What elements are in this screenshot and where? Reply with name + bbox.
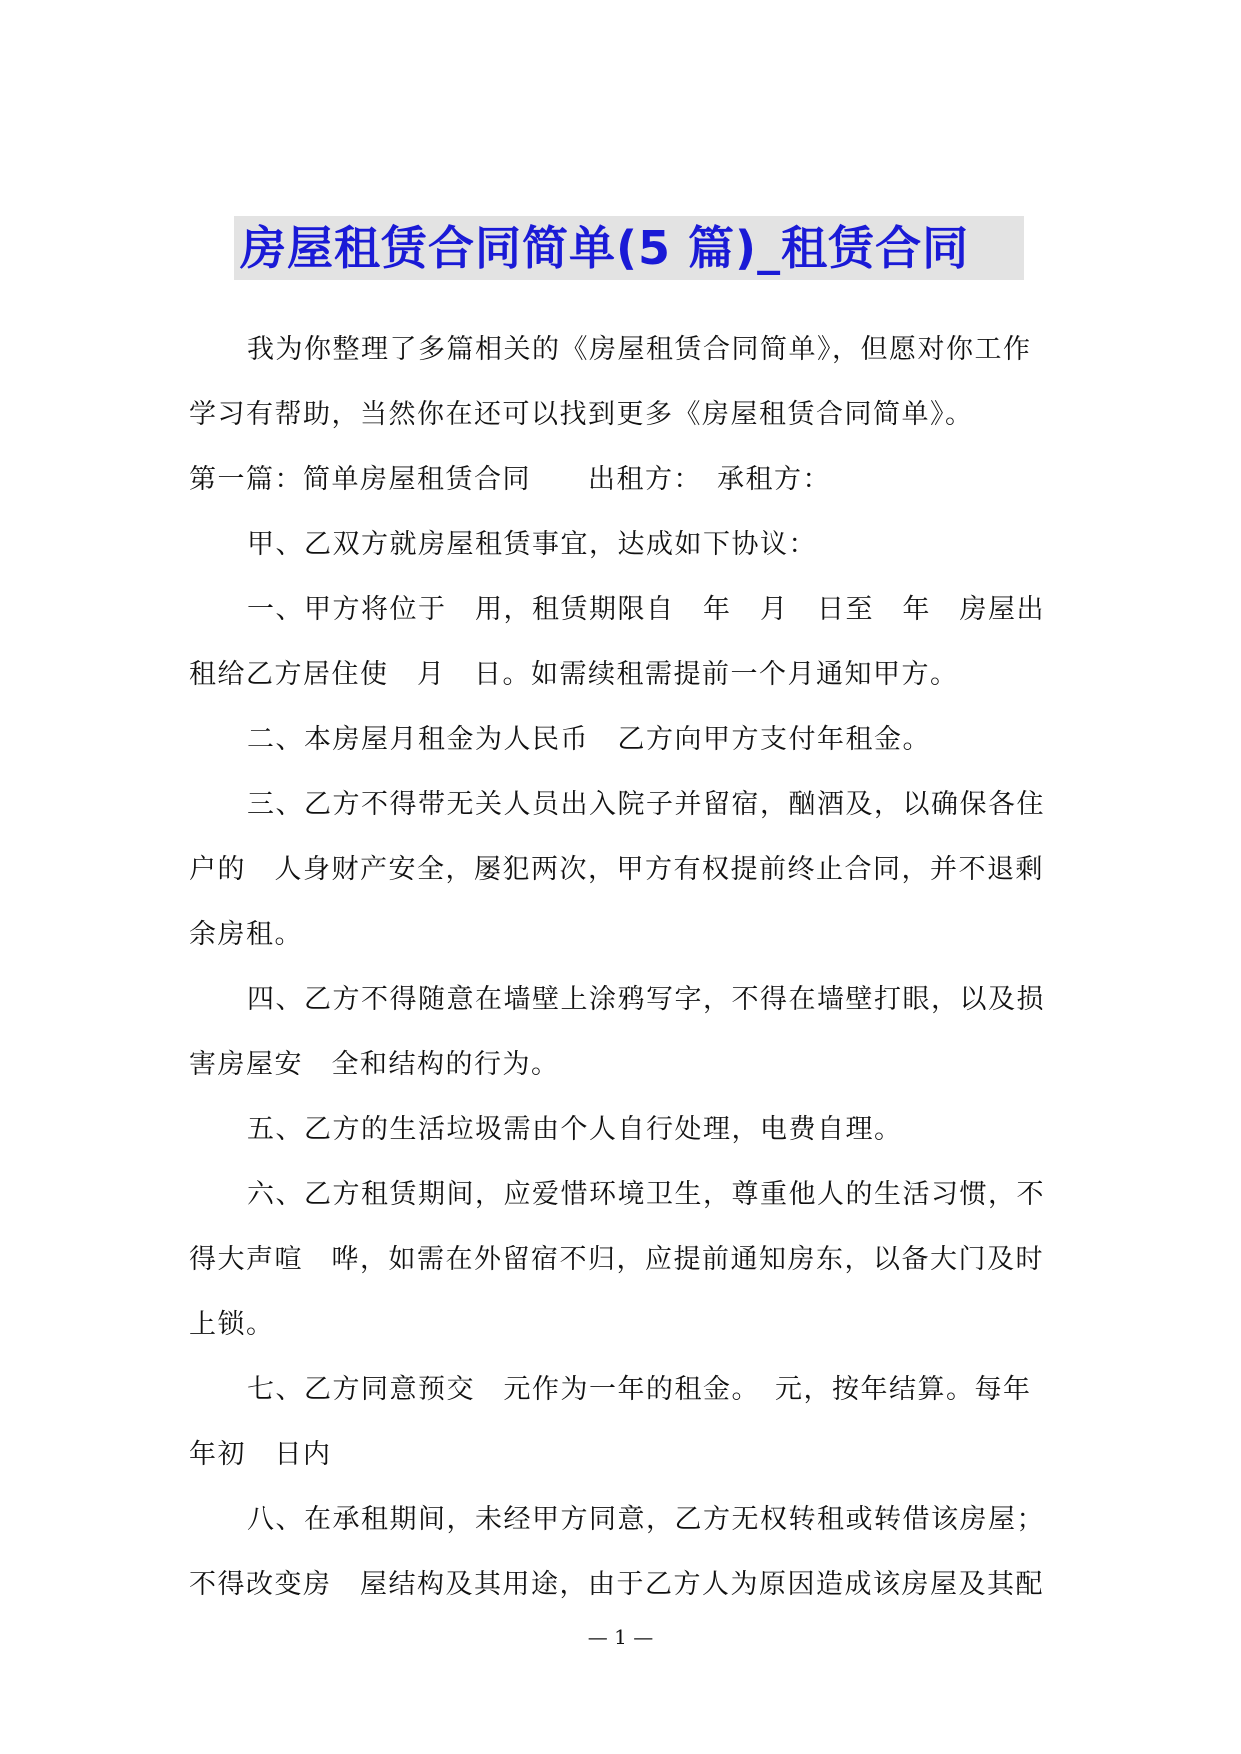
paragraph-clause-6: 六、乙方租赁期间，应爱惜环境卫生，尊重他人的生活习惯，不得大声喧 哗，如需在外留宿不归，应提前通知房东，以备大门及时上锁。 xyxy=(189,1179,1045,1340)
paragraph-clause-1: 一、甲方将位于 用，租赁期限自 年 月 日至 年 房屋出租给乙方居住使 月 日。如需续租需提前一个月通知甲方。 xyxy=(189,594,1045,690)
paragraph-agreement: 甲、乙双方就房屋租赁事宜，达成如下协议： xyxy=(247,529,817,560)
paragraph-clause-4: 四、乙方不得随意在墙壁上涂鸦写字，不得在墙壁打眼，以及损害房屋安 全和结构的行为。 xyxy=(189,984,1045,1080)
paragraph-intro: 我为你整理了多篇相关的《房屋租赁合同简单》，但愿对你工作学习有帮助，当然你在还可以找到更多《房屋租赁合同简单》。 xyxy=(189,334,1032,430)
paragraph-clause-3: 三、乙方不得带无关人员出入院子并留宿，酗酒及，以确保各住户的 人身财产安全，屡犯两次，甲方有权提前终止合同，并不退剩余房租。 xyxy=(189,789,1045,950)
paragraph-clause-8: 八、在承租期间，未经甲方同意，乙方无权转租或转借该房屋；不得改变房 屋结构及其用途，由于乙方人为原因造成该房屋及其配 xyxy=(189,1504,1045,1600)
paragraph-clause-5: 五、乙方的生活垃圾需由个人自行处理，电费自理。 xyxy=(247,1114,903,1145)
paragraph-clause-7: 七、乙方同意预交 元作为一年的租金。 元，按年结算。每年年初 日内 xyxy=(189,1374,1032,1470)
document-body xyxy=(189,317,1059,1617)
paragraph-clause-2: 二、本房屋月租金为人民币 乙方向甲方支付年租金。 xyxy=(247,724,931,755)
paragraph-section-heading: 第一篇：简单房屋租赁合同 出租方： 承租方： xyxy=(189,464,831,495)
page-number: — 1 — xyxy=(587,1625,654,1649)
document-title: 房屋租赁合同简单(5 篇)_租赁合同 xyxy=(240,221,970,275)
